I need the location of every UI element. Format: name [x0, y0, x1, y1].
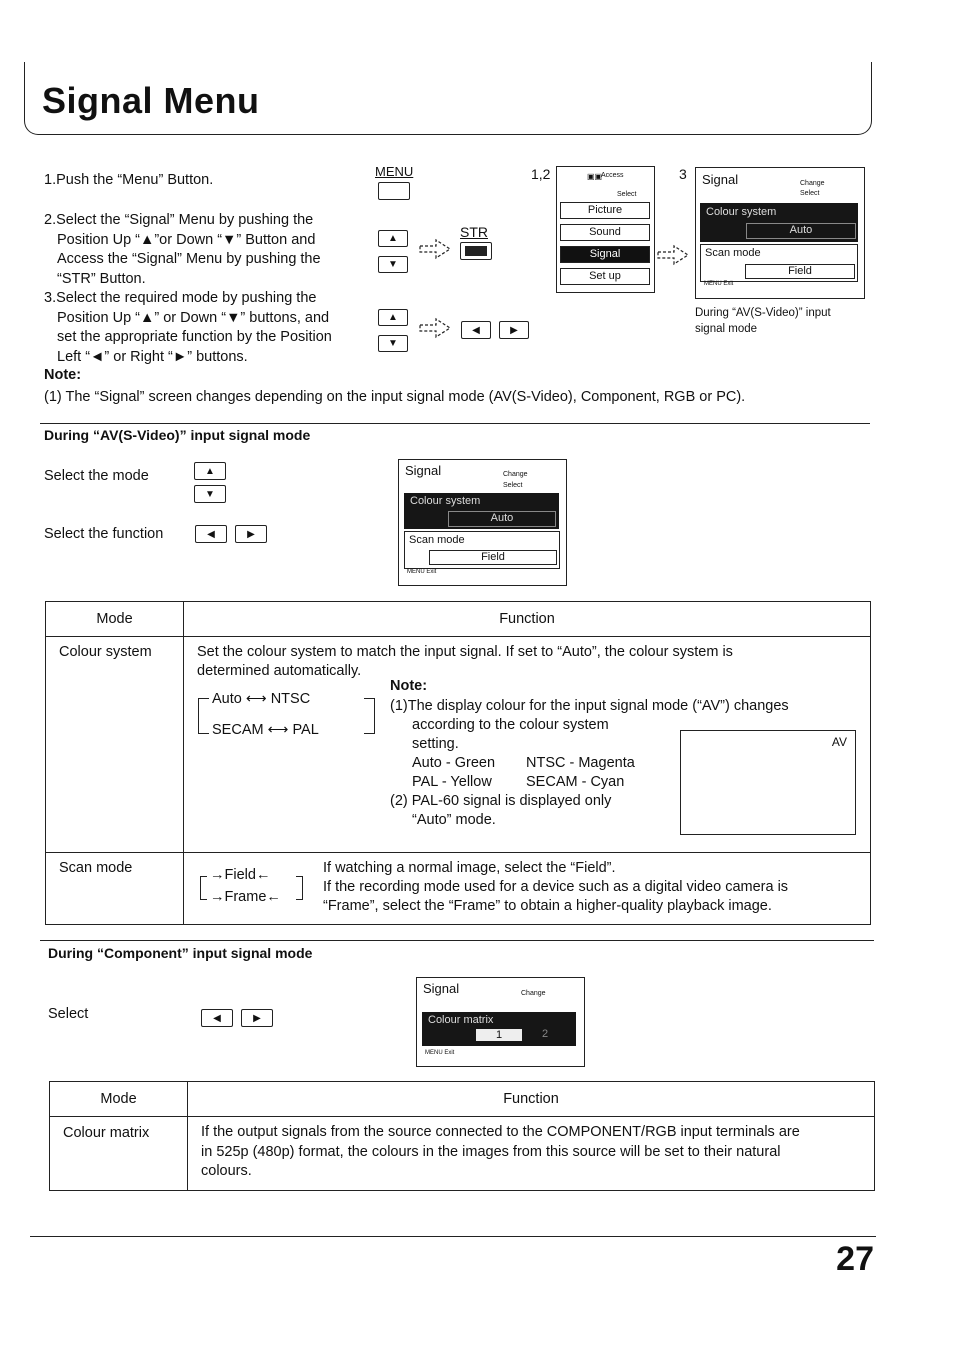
page-number: 27 [836, 1240, 874, 1278]
cycle-pal: PAL [292, 722, 319, 738]
cycle-field-label: Field [224, 867, 256, 883]
desc-line: If the recording mode used for a device such as a digital video camera is [323, 879, 789, 895]
step-2-line: Position Up “▲”or Down “▼” Button and [57, 231, 316, 248]
note-line: (2) PAL-60 signal is displayed only [390, 793, 612, 809]
menu-item-signal[interactable]: Signal [560, 246, 650, 263]
menu-exit-hint [407, 569, 436, 575]
right-button-av[interactable] [235, 525, 267, 543]
select-label: Select [800, 190, 820, 197]
down-arrow-icon: ▼ [388, 259, 398, 270]
up-arrow-icon: ▲ [205, 465, 215, 477]
left-button-av[interactable] [195, 525, 227, 543]
right-button[interactable] [499, 321, 529, 339]
left-button[interactable] [461, 321, 491, 339]
left-button-component[interactable] [201, 1009, 233, 1027]
exit-hint-label: Exit [426, 569, 437, 575]
colour-matrix-panel[interactable] [422, 1012, 576, 1046]
cycle-frame: →Frame← [210, 889, 281, 905]
menu-hint-label: MENU [407, 569, 425, 575]
step-3-line: Position Up “▲” or Down “▼” buttons, and [57, 309, 330, 326]
right-button-component[interactable] [241, 1009, 273, 1027]
av-section-heading: During “AV(S-Video)” input signal mode [44, 427, 311, 443]
desc-line: “Frame”, select the “Frame” to obtain a higher-quality playback image. [323, 898, 772, 914]
colour-matrix-value-2: 2 [542, 1028, 549, 1040]
down-button-av[interactable] [194, 485, 226, 503]
right-outline-arrow-icon [418, 236, 454, 262]
caption-line: signal mode [695, 323, 758, 335]
str-button[interactable] [460, 242, 492, 260]
up-button[interactable] [378, 230, 408, 247]
desc-line: colours. [201, 1163, 252, 1179]
scan-bracket-left [200, 876, 207, 900]
select-function-label: Select the function [44, 526, 164, 542]
colour-system-label: Colour system [410, 495, 481, 507]
right-arrow-icon: ▶ [247, 528, 255, 540]
cycle-bottom-row: SECAM ⟷ PAL [212, 722, 319, 738]
signal-screen-component [416, 977, 585, 1067]
row-colour-matrix-function [188, 1117, 875, 1191]
select-label: Select [617, 191, 637, 198]
right-outline-arrow-icon [656, 242, 692, 268]
cycle-top-row: Auto ⟷ NTSC [212, 691, 311, 707]
note-color-ntsc: NTSC - Magenta [526, 755, 635, 771]
note-color-auto: Auto - Green [412, 755, 496, 771]
colour-matrix-label: Colour matrix [428, 1014, 494, 1026]
scan-mode-label: Scan mode [705, 247, 761, 259]
step-3-line: 3.Select the required mode by pushing the [44, 290, 317, 306]
main-menu-screen [556, 166, 655, 293]
colour-note-2 [390, 792, 611, 830]
down-arrow-icon: ▼ [205, 488, 215, 500]
menu-exit-hint [425, 1050, 454, 1056]
signal-screen-title: Signal [423, 981, 460, 996]
remote-keys-icon: ▣▣ [587, 172, 603, 181]
scan-mode-value: Field [429, 550, 557, 565]
signal-screen-av [398, 459, 567, 586]
signal-screen-title: Signal [405, 463, 442, 478]
step-number-12: 1,2 [531, 166, 551, 182]
step-2-line: Access the “Signal” Menu by pushing the [57, 251, 321, 267]
up-button-av[interactable] [194, 462, 226, 480]
page-title: Signal Menu [42, 80, 260, 121]
select-label: Select [503, 482, 523, 489]
step-1: 1.Push the “Menu” Button. [44, 172, 214, 188]
cycle-field: →Field← [210, 867, 271, 883]
col-function-header: Function [184, 602, 871, 637]
note-color-pal: PAL - Yellow [412, 774, 492, 790]
colour-system-value: Auto [448, 511, 556, 527]
section-divider [40, 423, 870, 424]
exit-hint-label: Exit [444, 1050, 455, 1056]
cycle-secam: SECAM [212, 722, 264, 738]
scan-mode-desc [323, 859, 788, 916]
desc-line: If the output signals from the source connected to the COMPONENT/RGB input terminals are [201, 1124, 800, 1140]
col-function-header: Function [188, 1082, 875, 1117]
step-3-line: set the appropriate function by the Position [57, 329, 332, 345]
colour-note-label: Note: [390, 678, 428, 694]
step-2-line: “STR” Button. [57, 270, 146, 287]
av-label: AV [831, 735, 847, 749]
av-display-preview [680, 730, 856, 835]
scan-mode-label: Scan mode [409, 534, 465, 546]
scan-mode-panel[interactable] [700, 244, 858, 282]
row-colour-system-function [184, 637, 871, 853]
menu-hint-label: MENU [425, 1050, 443, 1056]
menu-label: MENU [375, 164, 414, 179]
screen-caption [695, 305, 831, 337]
right-arrow-icon: ▶ [510, 324, 518, 336]
desc-line: determined automatically. [197, 663, 362, 679]
change-label: Change [521, 990, 546, 997]
signal-screen-step3 [695, 167, 865, 299]
col-mode-header: Mode [46, 602, 184, 637]
colour-system-panel[interactable] [404, 493, 559, 529]
note-line: “Auto” mode. [412, 812, 496, 828]
cycle-bracket-right [364, 698, 375, 734]
row-scan-mode-function [184, 853, 871, 925]
signal-screen-title: Signal [702, 172, 739, 187]
component-select-label: Select [48, 1006, 89, 1022]
left-arrow-icon: ◀ [472, 324, 480, 336]
cycle-auto: Auto [212, 691, 242, 707]
note-text: (1) The “Signal” screen changes depending on the input signal mode (AV(S-Video), Component, RGB or PC). [44, 389, 746, 405]
desc-line: If watching a normal image, select the “Field”. [323, 860, 616, 876]
desc-line: Set the colour system to match the input signal. If set to “Auto”, the colour system is [197, 644, 733, 660]
cycle-frame-label: Frame [224, 889, 267, 905]
av-function-table [45, 601, 871, 925]
scan-mode-value: Field [745, 264, 855, 279]
str-button-fill [465, 246, 487, 256]
right-outline-arrow-icon [418, 315, 454, 341]
colour-system-label: Colour system [706, 206, 777, 218]
component-section-heading: During “Component” input signal mode [48, 945, 313, 961]
change-label: Change [503, 471, 528, 478]
exit-hint-label: Exit [723, 281, 734, 287]
cycle-ntsc: NTSC [270, 691, 311, 707]
row-scan-mode-mode: Scan mode [46, 853, 184, 925]
col-mode-header: Mode [50, 1082, 188, 1117]
menu-exit-hint [704, 281, 733, 287]
down-arrow-icon: ▼ [388, 338, 398, 349]
menu-item-setup[interactable]: Set up [560, 268, 650, 285]
down-button-2[interactable] [378, 335, 408, 352]
step-2 [44, 211, 321, 289]
menu-button[interactable] [378, 182, 410, 200]
down-button[interactable] [378, 256, 408, 273]
colour-system-value: Auto [746, 223, 856, 239]
row-colour-system-mode: Colour system [46, 637, 184, 853]
scan-bracket-right [296, 876, 303, 900]
step-2-line: 2.Select the “Signal” Menu by pushing the [44, 212, 314, 228]
colour-system-panel[interactable] [700, 203, 858, 242]
step-3-line: Left “◄” or Right “►” buttons. [57, 348, 248, 365]
up-arrow-icon: ▲ [388, 312, 398, 323]
desc-line: in 525p (480p) format, the colours in the images from this source will be set to their natural [201, 1143, 781, 1160]
left-arrow-icon: ◀ [213, 1012, 221, 1024]
access-label: Access [601, 172, 624, 179]
str-label: STR [460, 224, 488, 240]
scan-mode-panel[interactable] [404, 531, 560, 569]
note-line: setting. [412, 736, 459, 752]
footer-divider [30, 1236, 876, 1237]
up-button-2[interactable] [378, 309, 408, 326]
component-function-table [49, 1081, 875, 1191]
change-label: Change [800, 180, 825, 187]
select-mode-label: Select the mode [44, 468, 149, 484]
note-color-secam: SECAM - Cyan [526, 774, 625, 790]
note-line: according to the colour system [412, 717, 609, 733]
note-label: Note: [44, 367, 82, 383]
row-colour-matrix-mode: Colour matrix [50, 1117, 188, 1191]
step-number-3: 3 [679, 166, 687, 182]
note-line: (1)The display colour for the input signal mode (“AV”) changes [390, 698, 789, 714]
left-arrow-icon: ◀ [207, 528, 215, 540]
colour-system-desc [197, 643, 733, 681]
cycle-bracket-left [198, 698, 209, 734]
section-divider [40, 940, 874, 941]
menu-item-picture[interactable]: Picture [560, 202, 650, 219]
menu-hint-label: MENU [704, 281, 722, 287]
menu-item-sound[interactable]: Sound [560, 224, 650, 241]
colour-matrix-value-1: 1 [476, 1029, 522, 1041]
right-arrow-icon: ▶ [253, 1012, 261, 1024]
up-arrow-icon: ▲ [388, 233, 398, 244]
step-3 [44, 289, 332, 367]
caption-line: During “AV(S-Video)” input [695, 307, 831, 319]
